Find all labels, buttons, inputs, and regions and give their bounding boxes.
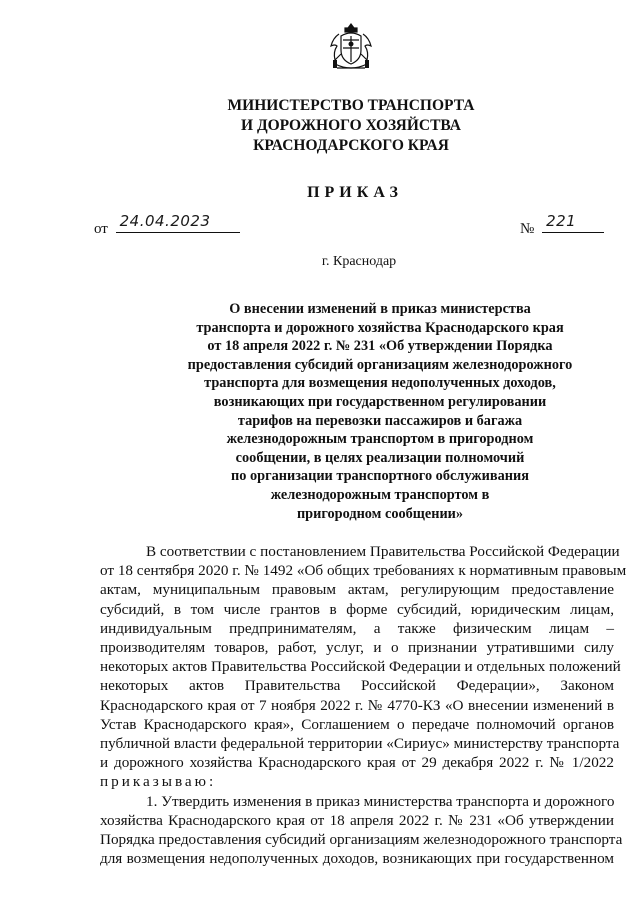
date-underline bbox=[116, 212, 240, 233]
body-line: индивидуальным предпринимателям, а также физическим лицам – bbox=[100, 619, 614, 637]
ministry-line: КРАСНОДАРСКОГО КРАЯ bbox=[253, 137, 449, 154]
heading-line: железнодорожным транспортом в bbox=[270, 486, 490, 503]
body-line: субсидий, в том числе грантов в форме субсидий, юридическим лицам, bbox=[100, 600, 614, 618]
date-prefix: от bbox=[94, 221, 108, 237]
body-line: Устав Краснодарского края», Соглашением о передаче полномочий органов bbox=[100, 715, 614, 733]
body-line: и дорожного хозяйства Краснодарского края от 29 декабря 2022 г. № 1/2022 bbox=[100, 754, 614, 772]
heading-line: предоставления субсидий организациям железнодорожного bbox=[187, 356, 573, 373]
number-prefix: № bbox=[520, 221, 535, 237]
ministry-line: И ДОРОЖНОГО ХОЗЯЙСТВА bbox=[241, 117, 461, 134]
order-heading bbox=[160, 300, 600, 523]
body-line: некоторых актов Правительства Российской Федерации», Законом bbox=[100, 677, 614, 695]
coat-of-arms-icon bbox=[327, 20, 375, 72]
heading-line: железнодорожным транспортом в пригородном bbox=[226, 431, 534, 448]
body-line: актам, муниципальным правовым актам, регулирующим предоставление bbox=[100, 581, 614, 599]
order-title-text: ПРИКАЗ bbox=[307, 184, 403, 201]
body-line: В соответствии с постановлением Правительства Российской Федерации bbox=[146, 543, 620, 560]
body-line: от 18 сентября 2020 г. № 1492 «Об общих требованиях к нормативным правовым bbox=[100, 562, 627, 580]
body-line: некоторых актов Правительства Российской Федерации и отдельных положений bbox=[100, 658, 621, 676]
body-line: Порядка предоставления субсидий организациям железнодорожного транспорта bbox=[100, 831, 623, 849]
heading-line: от 18 апреля 2022 г. № 231 «Об утверждении Порядка bbox=[207, 338, 553, 355]
body-line: 1. Утвердить изменения в приказ министерства транспорта и дорожного bbox=[146, 792, 615, 810]
number-underline bbox=[542, 212, 604, 233]
city-text: г. Краснодар bbox=[321, 254, 397, 269]
date-handwritten: 24.04.2023 bbox=[119, 212, 211, 230]
city-line bbox=[0, 254, 640, 270]
order-number bbox=[520, 212, 604, 238]
order-title bbox=[0, 184, 640, 202]
heading-line: транспорта для возмещения недополученных доходов, bbox=[204, 375, 556, 392]
body-line: производителям товаров, работ, услуг, и о признании утратившими силу bbox=[100, 639, 614, 657]
ministry-name bbox=[0, 96, 640, 156]
heading-line: О внесении изменений в приказ министерства bbox=[229, 301, 531, 317]
heading-line: тарифов на перевозки пассажиров и багажа bbox=[237, 412, 523, 429]
heading-line: сообщении, в целях реализации полномочий bbox=[235, 449, 525, 466]
body-line: публичной власти федеральной территории «Сириус» министерству транспорта bbox=[100, 735, 620, 753]
order-body bbox=[100, 542, 627, 868]
heading-line: пригородном сообщении» bbox=[296, 505, 464, 522]
body-line: Краснодарского края от 7 ноября 2022 г. № 4770-КЗ «О внесении изменений в bbox=[100, 696, 614, 714]
heading-line: транспорта и дорожного хозяйства Краснодарского края bbox=[196, 319, 564, 336]
body-line: хозяйства Краснодарского края от 18 апреля 2022 г. № 231 «Об утверждении bbox=[100, 811, 614, 829]
number-handwritten: 221 bbox=[546, 212, 577, 230]
ministry-line: МИНИСТЕРСТВО ТРАНСПОРТА bbox=[227, 97, 475, 114]
order-date bbox=[94, 212, 240, 238]
body-line: для возмещения недополученных доходов, возникающих при государственном bbox=[100, 850, 614, 868]
heading-line: возникающих при государственном регулировании bbox=[213, 393, 547, 410]
body-line: приказываю: bbox=[100, 773, 217, 791]
heading-line: по организации транспортного обслуживания bbox=[231, 468, 529, 485]
